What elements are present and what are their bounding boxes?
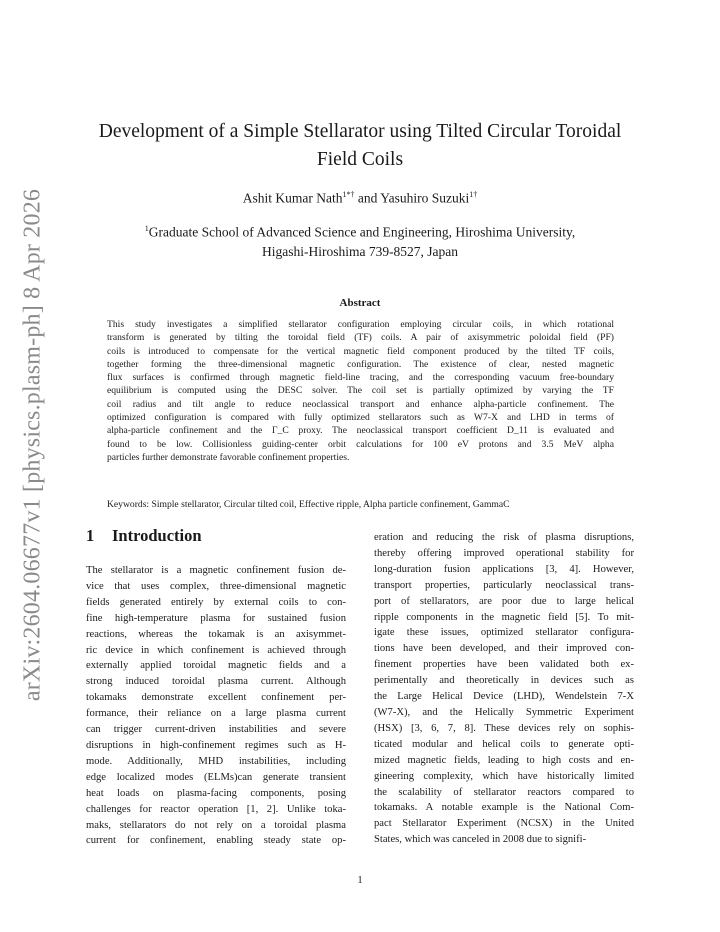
body-line: current for confinement, enabling steady state op- bbox=[86, 835, 346, 847]
body-line: perimentally and theoretically in devices such as bbox=[374, 675, 634, 687]
title-line: Development of a Simple Stellarator using Tilted Circular Toroidal bbox=[98, 121, 622, 142]
abstract-line: flux surfaces is confirmed through magnetic field-line tracing, and the corresponding vacuum free-boundary bbox=[107, 372, 614, 384]
body-line: thereby offering improved operational stability for bbox=[374, 547, 634, 559]
body-line: heat loads on plasma-facing components, posing bbox=[86, 787, 346, 799]
abstract-line: found to be low. Collisionless guiding-center orbit calculations for 100 eV protons and 3.5 MeV alpha bbox=[107, 438, 614, 450]
body-line: formance, their reliance on a large plasma current bbox=[86, 708, 346, 720]
abstract-line: together forming the three-dimensional magnetic configuration. The existence of clear, nested magnetic bbox=[107, 358, 614, 370]
abstract-line: coil radius and tilt angle to reduce neoclassical transport and enhance alpha-particle confinement. The bbox=[107, 398, 614, 410]
paper-title bbox=[80, 118, 640, 174]
body-column-left bbox=[86, 563, 346, 849]
body-line: States, which was canceled in 2008 due to signifi- bbox=[374, 834, 587, 846]
abstract-line: coils is introduced to compensate for the vertical magnetic field component produced by the tilted TF coils, bbox=[107, 345, 614, 357]
arxiv-sidebar bbox=[18, 188, 48, 702]
body-line: challenges for reactor operation [1, 2]. Unlike toka- bbox=[86, 803, 346, 815]
section-title: Introduction bbox=[112, 526, 202, 545]
body-line: externally applied toroidal magnetic fields and a bbox=[86, 660, 346, 672]
body-line: igate these issues, optimized stellarator configura- bbox=[374, 627, 634, 639]
body-line: fields generated entirely by external coils to con- bbox=[86, 596, 346, 608]
body-line: reactions, whereas the tokamak is an axisymmet- bbox=[86, 628, 346, 640]
body-line: (W7-X), and the Helically Symmetric Experiment bbox=[374, 706, 634, 718]
affiliation bbox=[80, 219, 640, 261]
abstract-line: transform is generated by tilting the toroidal field (TF) coils. A pair of axisymmetric poloidal field (PF) bbox=[107, 332, 614, 344]
body-line: maks, stellarators do not rely on a toroidal plasma bbox=[86, 819, 346, 831]
abstract-line: This study investigates a simplified stellarator configuration employing circular coils, in which rotational bbox=[107, 319, 614, 330]
body-line: mode. Additionally, MHD instabilities, including bbox=[86, 755, 346, 767]
body-line: the Large Helical Device (LHD), Wendelstein 7-X bbox=[374, 691, 634, 703]
body-line: (HSX) [3, 6, 7, 8]. These devices rely on sophis- bbox=[374, 722, 634, 734]
body-line: port of stellarators, are poor due to large helical bbox=[374, 595, 634, 607]
body-line: gineering complexity, which have historically limited bbox=[374, 770, 634, 782]
body-line: tokamaks demonstrate excellent confinement per- bbox=[86, 692, 346, 704]
body-line: The stellarator is a magnetic confinement fusion de- bbox=[86, 565, 346, 576]
arxiv-identifier[interactable]: arXiv:2604.06677v1 [physics.plasm-ph] 8 Apr 2026 bbox=[19, 188, 46, 702]
author-list bbox=[80, 190, 640, 207]
body-line: mized magnetic fields, leading to high costs and en- bbox=[374, 754, 634, 766]
body-line: the scalability of stellarator reactors compared to bbox=[374, 786, 634, 798]
abstract-line: alpha-particle confinement and the Γ_C proxy. The neoclassical transport coefficient D_11 is evaluated and bbox=[107, 425, 614, 437]
body-line: disruptions in high-confinement regimes such as H- bbox=[86, 739, 346, 751]
abstract-line: equilibrium is computed using the DESC solver. The coil set is partially optimized by varying the TF bbox=[107, 385, 614, 397]
author-marks: 1*† bbox=[342, 190, 355, 199]
abstract-heading: Abstract bbox=[339, 297, 381, 309]
body-line: tokamaks. A notable example is the National Com- bbox=[374, 802, 634, 814]
author-conjunction: and bbox=[354, 190, 381, 206]
title-line: Field Coils bbox=[316, 149, 404, 170]
body-line: strong induced toroidal plasma current. Although bbox=[86, 676, 346, 688]
body-line: ticated modular and helical coils to generate opti- bbox=[374, 738, 634, 750]
affiliation-line bbox=[80, 219, 640, 242]
keywords: Keywords: Simple stellarator, Circular tilted coil, Effective ripple, Alpha particle confinement, GammaC bbox=[107, 499, 510, 510]
author-name: Yasuhiro Suzuki bbox=[380, 190, 470, 206]
body-line: pact Stellarator Experiment (NCSX) in the United bbox=[374, 818, 634, 830]
body-line: eration and reducing the risk of plasma disruptions, bbox=[374, 532, 634, 543]
body-line: edge localized modes (ELMs)can generate transient bbox=[86, 771, 346, 783]
body-line: finement properties have been validated both ex- bbox=[374, 659, 634, 671]
abstract-body bbox=[107, 318, 614, 464]
author-marks: 1† bbox=[469, 190, 478, 199]
body-line: ric device in which confinement is achieved through bbox=[86, 644, 346, 656]
body-column-right bbox=[374, 530, 634, 848]
body-line: ripple components in the magnetic field [5]. To mit- bbox=[374, 611, 634, 623]
abstract-line: optimized configuration is compared with fully optimized stellarators such as W7-X and LHD in terms of bbox=[107, 412, 614, 424]
body-line: fine high-temperature plasma for sustained fusion bbox=[86, 612, 346, 624]
affiliation-mark: 1 bbox=[144, 224, 149, 233]
affiliation-line: Higashi-Hiroshima 739-8527, Japan bbox=[261, 243, 459, 259]
affiliation-text: Graduate School of Advanced Science and Engineering, Hiroshima University, bbox=[148, 224, 576, 240]
body-line: long-duration fusion applications [3, 4]. However, bbox=[374, 563, 634, 575]
body-line: tions have been developed, and their improved con- bbox=[374, 643, 634, 655]
author-name: Ashit Kumar Nath bbox=[242, 190, 343, 206]
page-number: 1 bbox=[357, 875, 363, 886]
abstract-line: particles further demonstrate favorable confinement properties. bbox=[107, 451, 350, 463]
body-line: transport properties, particularly neoclassical trans- bbox=[374, 579, 634, 591]
body-line: can trigger current-driven instabilities and severe bbox=[86, 724, 346, 736]
body-line: vice that uses complex, three-dimensional magnetic bbox=[86, 580, 346, 592]
section-number: 1 bbox=[86, 526, 95, 545]
section-heading bbox=[86, 526, 202, 546]
